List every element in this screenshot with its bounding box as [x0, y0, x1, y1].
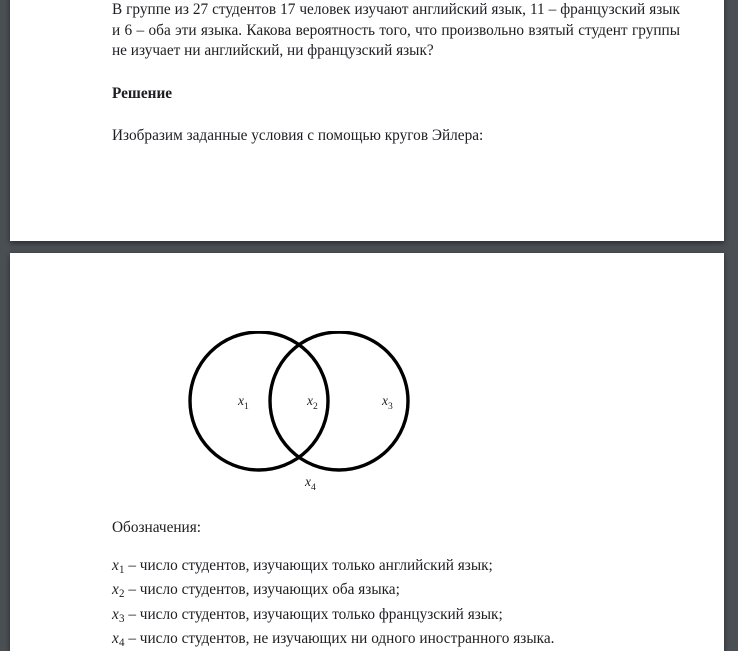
definition-variable: $x_4$ — [112, 630, 125, 650]
definition-line — [112, 556, 680, 580]
definition-variable: $x_1$ — [112, 557, 125, 577]
euler-circles-svg — [140, 331, 600, 506]
definition-line — [112, 629, 680, 651]
document-page-2 — [10, 253, 724, 651]
page-2-content — [10, 253, 724, 651]
euler-circles-diagram — [140, 331, 600, 506]
document-page-1 — [10, 0, 724, 241]
venn-label-x4: $x_4$ — [305, 474, 316, 493]
definition-variable: $x_3$ — [112, 605, 125, 625]
definition-text: – число студентов, изучающих только французский язык; — [124, 605, 503, 623]
definition-line — [112, 580, 680, 604]
definition-text: – число студентов, изучающих только английский язык; — [124, 557, 493, 574]
definition-variable: $x_2$ — [112, 581, 125, 601]
definition-line — [112, 605, 680, 629]
definition-list — [112, 556, 680, 651]
euler-intro-text: Изобразим заданные условия с помощью кругов Эйлера: — [112, 127, 484, 144]
venn-label-x2: $x_2$ — [307, 393, 318, 412]
definition-text: – число студентов, изучающих оба языка; — [124, 581, 400, 599]
page-1-content — [10, 0, 724, 241]
venn-label-x3: $x_3$ — [382, 393, 393, 412]
intro-paragraph: В группе из 27 студентов 17 человек изучают английский язык, 11 – французский язык и 6 – оба эти языка. Какова вероятность того, что произвольно взятый студент группы не изучает ни английский, ни французский язык? — [112, 1, 680, 60]
venn-label-x1: $x_1$ — [238, 393, 249, 412]
solution-heading: Решение — [112, 85, 173, 102]
notation-heading: Обозначения: — [112, 519, 202, 536]
definition-text: – число студентов, не изучающих ни одного иностранного языка. — [124, 630, 555, 648]
